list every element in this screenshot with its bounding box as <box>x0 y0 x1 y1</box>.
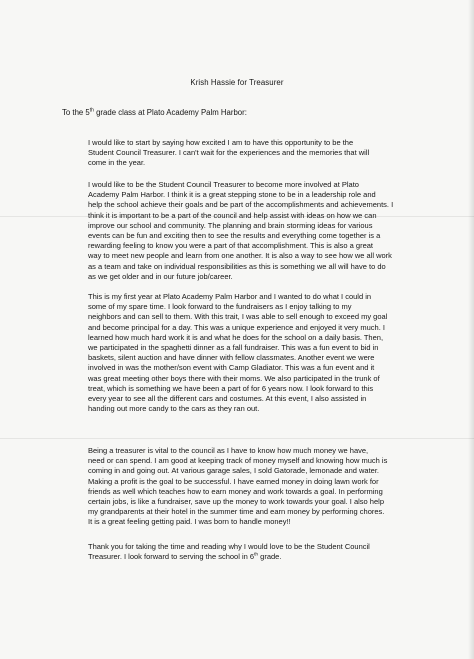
letter-salutation <box>62 108 247 118</box>
page-edge-shadow <box>468 0 474 659</box>
paragraph-line: every year to see all the different cars and costumes. At this event, I also assisted in <box>88 394 367 404</box>
paragraph-line: as we get older and in our future job/career. <box>88 271 233 281</box>
paragraph-line: baskets, silent auction and have dinner with fellow classmates. Another event we were <box>88 353 375 363</box>
paragraph-line: as a team and take on individual responsibilities as this is something we all will have to do <box>88 261 386 271</box>
paper-fold-line <box>0 438 474 439</box>
paragraph-line: handing out more candy to the cars as they ran out. <box>88 404 260 414</box>
paragraph-treasurer-skills <box>88 446 444 528</box>
paragraph-line: Academy Palm Harbor. I think it is a great stepping stone to be in a leadership role and <box>88 190 376 200</box>
paragraph-line: neighbors and can sell to them. With this trait, I was able to sell enough to exceed my goal <box>88 312 388 322</box>
salutation-superscript: th <box>89 107 94 114</box>
paragraph-line: need or can spend. I am good at keeping track of money myself and knowing how much is <box>88 456 388 466</box>
paragraph-line: learned how much hard work it is and what he does for the school on a daily basis. Then, <box>88 332 384 342</box>
paragraph-line: treat, which is something we have been a part of for 6 years now. I look forward to this <box>88 383 374 393</box>
paragraph-line: some of my spare time. I look forward to the fundraisers as I enjoy talking to my <box>88 302 352 312</box>
paragraph-line: I would like to be the Student Council Treasurer to become more involved at Plato <box>88 180 359 189</box>
paragraph-line: Student Council Treasurer. I can't wait for the experiences and the memories that will <box>88 148 370 158</box>
letter-title: Krish Hassie for Treasurer <box>190 78 284 87</box>
paragraph-line: way to meet new people and learn from one another. It is also a way to see how we all work <box>88 251 392 261</box>
paragraph-line <box>88 552 444 562</box>
paragraph-line: This is my first year at Plato Academy Palm Harbor and I wanted to do what I could in <box>88 292 372 301</box>
paragraph-line: come in the year. <box>88 158 146 168</box>
paragraph-line: It is a great feeling getting paid. I was born to handle money!! <box>88 517 291 527</box>
closing-text-before: Treasurer. I look forward to serving the school in 6 <box>88 552 255 562</box>
paragraph-line: and become principal for a day. This was a unique experience and enjoyed it very much. I <box>88 322 385 332</box>
paragraph-line: Thank you for taking the time and reading why I would love to be the Student Council <box>88 542 370 551</box>
paragraph-line: was great meeting other boys there with their moms. We also participated in the trunk of <box>88 373 380 383</box>
paragraph-experience <box>88 292 444 414</box>
paragraph-line: friends as well which teaches how to earn money and work towards a goal. In performing <box>88 486 383 496</box>
paragraph-line: we participated in the spaghetti dinner as a fall fundraiser. This was a fun event to bid in <box>88 343 379 353</box>
paragraph-line: I would like to start by saying how excited I am to have this opportunity to be the <box>88 138 354 147</box>
paragraph-line: rewarding feeling to know you were a part of that accomplishment. This is also a great <box>88 241 374 251</box>
paragraph-line: certain jobs, is like a fundraiser, save up the money to work towards your goal. I also help <box>88 497 384 507</box>
paragraph-line: think it is important to be a part of the council and help assist with ideas on how we can <box>88 210 377 220</box>
paragraph-reasons <box>88 180 444 282</box>
paragraph-line: Being a treasurer is vital to the council as I have to know how much money we have, <box>88 446 369 455</box>
paragraph-line: involved in was the mother/son event with Camp Gladiator. This was a fun event and it <box>88 363 375 373</box>
closing-text-after: grade. <box>258 552 282 562</box>
paragraph-line: improve our school and community. The planning and brain storming ideas for various <box>88 220 373 230</box>
paragraph-line: events can be fun and exciting then to see the results and everything come together is a <box>88 231 381 241</box>
paragraph-intro <box>88 138 444 169</box>
paragraph-line: coming in and going out. At various garage sales, I sold Gatorade, lemonade and water. <box>88 466 380 476</box>
paragraph-line: my grandparents at their hotel in the summer time and earn money by performing chores. <box>88 507 385 517</box>
salutation-before: To the 5 <box>62 108 90 117</box>
closing-superscript: th <box>254 552 259 558</box>
salutation-after: grade class at Plato Academy Palm Harbor: <box>93 108 247 117</box>
paragraph-closing <box>88 542 444 562</box>
paragraph-line: help the school achieve their goals and be part of the accomplishments and achievements. I <box>88 200 394 210</box>
paragraph-line: Making a profit is the goal to be successful. I have earned money in doing lawn work for <box>88 476 379 486</box>
